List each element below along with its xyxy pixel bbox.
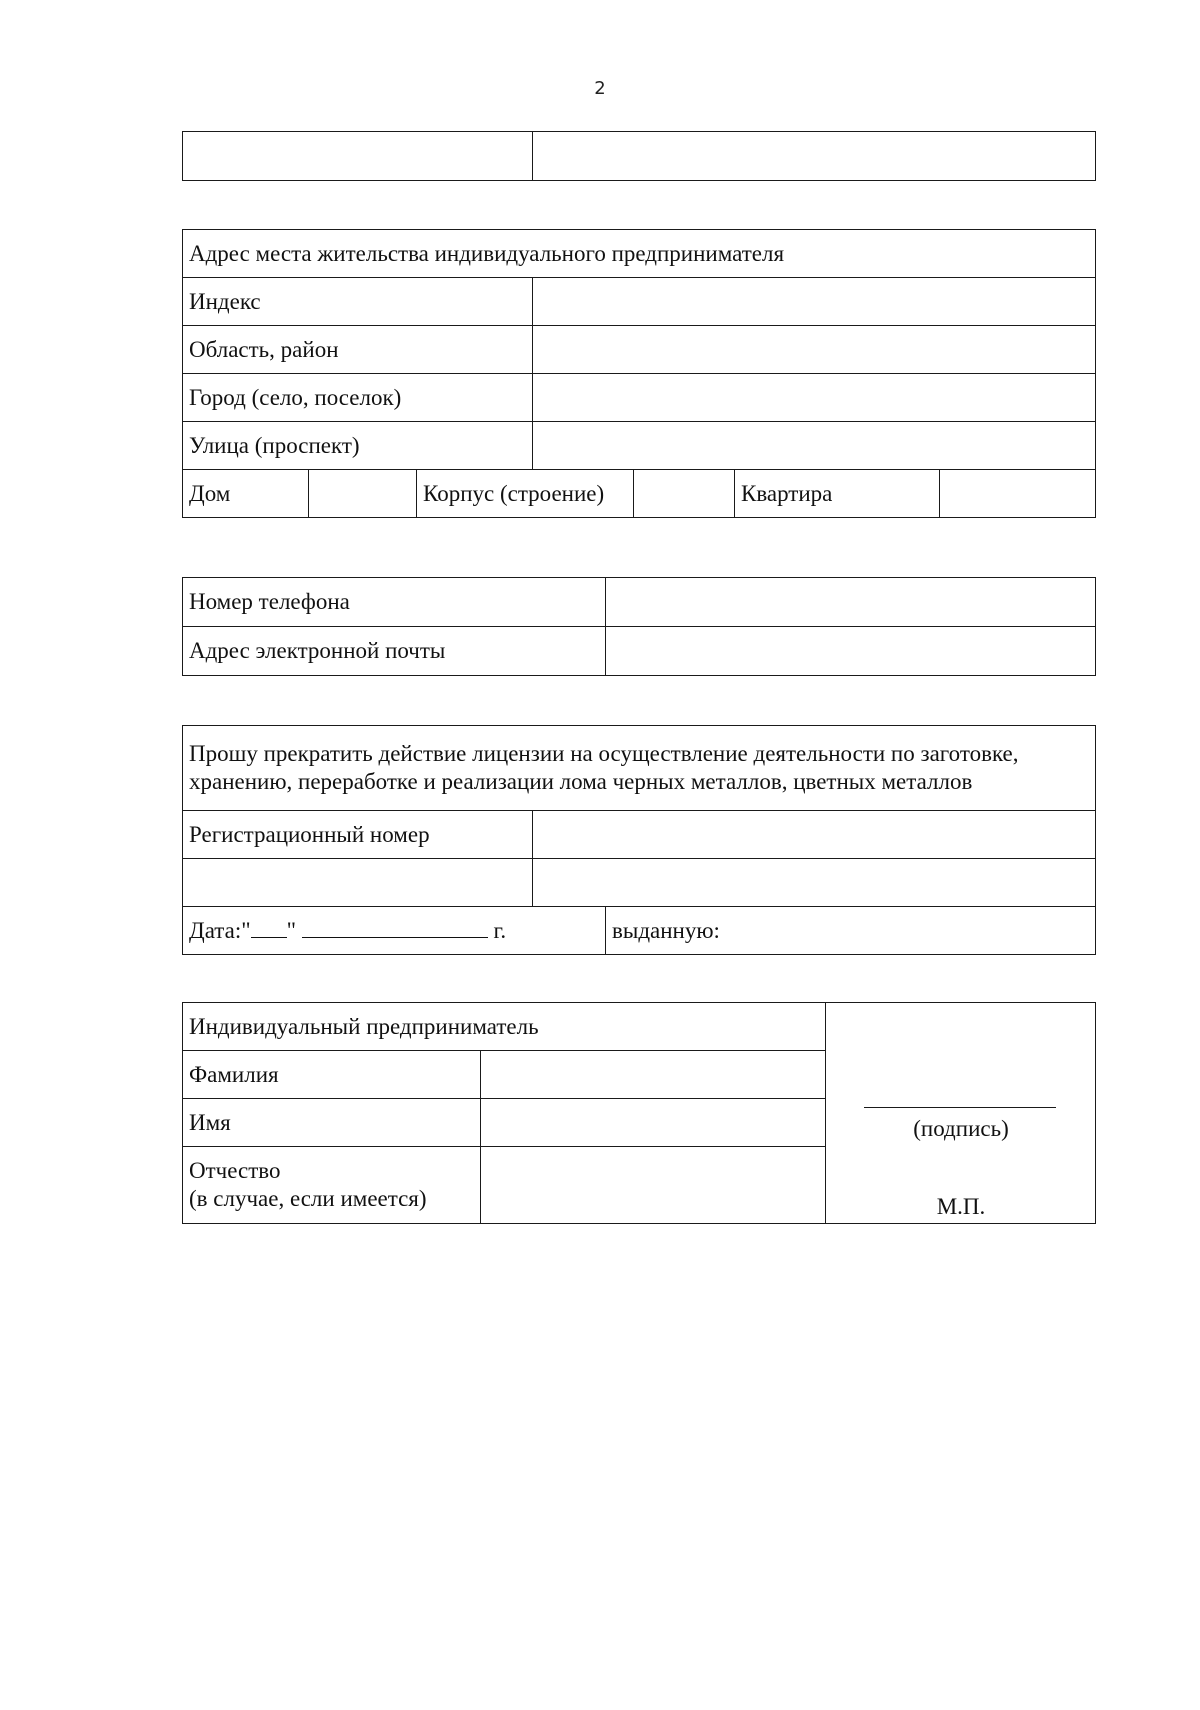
table-row — [183, 278, 1096, 326]
email-field[interactable] — [606, 627, 1096, 676]
building-field[interactable] — [634, 470, 735, 518]
signature-line[interactable] — [864, 1107, 1056, 1108]
table-row — [183, 374, 1096, 422]
house-field[interactable] — [309, 470, 417, 518]
phone-field[interactable] — [606, 578, 1096, 627]
table-row — [183, 422, 1096, 470]
issued-label: выданную: — [606, 907, 1096, 955]
address-heading: Адрес места жительства индивидуального предпринимателя — [183, 230, 1096, 278]
entrepreneur-heading: Индивидуальный предприниматель — [183, 1003, 826, 1051]
reg-number-label: Регистрационный номер — [183, 811, 533, 859]
patronymic-label — [183, 1147, 481, 1224]
patronymic-label-line2: (в случае, если имеется) — [189, 1186, 427, 1211]
contacts-table — [182, 577, 1096, 676]
apartment-field[interactable] — [940, 470, 1096, 518]
request-text: Прошу прекратить действие лицензии на осуществление деятельности по заготовке, хранению, переработке и реализации лома черных металлов, цветных металлов — [183, 726, 1096, 811]
date-quote: " — [286, 917, 297, 943]
patronymic-label-line1: Отчество — [189, 1158, 281, 1184]
signature-label: (подпись) — [913, 1116, 1009, 1141]
request-table — [182, 725, 1096, 955]
name-field[interactable] — [481, 1099, 826, 1147]
table-row — [183, 132, 1096, 181]
table-row — [183, 811, 1096, 859]
date-month-blank[interactable] — [302, 919, 488, 938]
signature-cell[interactable] — [826, 1003, 1096, 1224]
table-row — [183, 627, 1096, 676]
table-row — [183, 859, 1096, 907]
table-row — [183, 326, 1096, 374]
surname-label: Фамилия — [183, 1051, 481, 1099]
patronymic-field[interactable] — [481, 1147, 826, 1224]
stamp-label: М.П. — [936, 1194, 986, 1219]
empty-field-left[interactable] — [183, 132, 533, 181]
city-label: Город (село, поселок) — [183, 374, 533, 422]
table-row — [183, 1003, 1096, 1051]
surname-field[interactable] — [481, 1051, 826, 1099]
top-empty-table — [182, 131, 1096, 181]
city-field[interactable] — [533, 374, 1096, 422]
date-field[interactable] — [183, 907, 606, 955]
empty-field-right[interactable] — [533, 132, 1096, 181]
reg-number-field[interactable] — [533, 811, 1096, 859]
date-year-suffix: г. — [493, 917, 507, 943]
region-label: Область, район — [183, 326, 533, 374]
page-number: 2 — [594, 78, 606, 99]
region-field[interactable] — [533, 326, 1096, 374]
extra-field-right[interactable] — [533, 859, 1096, 907]
street-field[interactable] — [533, 422, 1096, 470]
phone-label: Номер телефона — [183, 578, 606, 627]
extra-field-left[interactable] — [183, 859, 533, 907]
table-row — [183, 907, 1096, 955]
table-row — [183, 726, 1096, 811]
entrepreneur-table — [182, 1002, 1096, 1224]
name-label: Имя — [183, 1099, 481, 1147]
email-label: Адрес электронной почты — [183, 627, 606, 676]
date-day-blank[interactable] — [251, 919, 287, 938]
table-row — [183, 230, 1096, 278]
apartment-label: Квартира — [735, 470, 940, 518]
index-field[interactable] — [533, 278, 1096, 326]
house-label: Дом — [183, 470, 309, 518]
date-prefix: Дата:" — [189, 917, 251, 943]
table-row — [183, 470, 1096, 518]
address-table — [182, 229, 1096, 518]
index-label: Индекс — [183, 278, 533, 326]
table-row — [183, 578, 1096, 627]
street-label: Улица (проспект) — [183, 422, 533, 470]
building-label: Корпус (строение) — [417, 470, 634, 518]
